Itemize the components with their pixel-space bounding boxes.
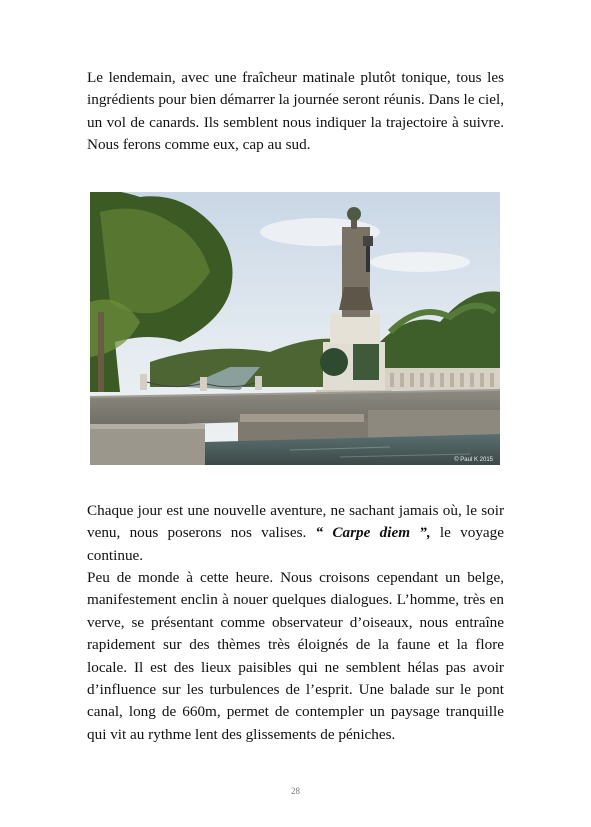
quote-open: “: [315, 524, 333, 542]
page-number: 28: [291, 786, 300, 796]
paragraph-morning: Le lendemain, avec une fraîcheur matinale plutôt tonique, tous les ingrédients pour bien démarrer la journée seront réunis. Dans le ciel, un vol de canards. Ils semblent nous indiquer la trajectoire à suivre. Nous ferons comme eux, cap au sud.: [87, 69, 504, 154]
photo-credit-watermark: © Paul K 2015: [454, 457, 493, 463]
paragraph-carpe-diem: [87, 500, 504, 567]
paragraph-carpe-diem-intro: Chaque jour est une nouvelle aventure, ne sachant jamais où, le soir venu, nous poserons nos valises.: [87, 502, 504, 542]
carpe-diem-quote: [316, 524, 431, 541]
carpe-diem-text: Carpe diem: [332, 524, 411, 542]
paragraph-carpe-diem-end: le voyage continue.: [87, 524, 505, 564]
canal-bridge-photo: [90, 192, 500, 465]
quote-close: ”,: [410, 524, 431, 542]
paragraph-belgian-encounter: Peu de monde à cette heure. Nous croisons cependant un belge, manifestement enclin à nouer quelques dialogues. L’homme, très en verve, se présentant comme observateur d’oiseaux, nous entraîne rapidement sur des thèmes très éloignés de la faune et la flore locale. Il est des lieux paisibles qui ne semblent hélas pas avoir d’influence sur les turbulences de l’esprit. Une balade sur le pont canal, long de 660m, permet de contempler un paysage tranquille qui vit au rythme lent des glissements de péniches.: [87, 569, 504, 743]
